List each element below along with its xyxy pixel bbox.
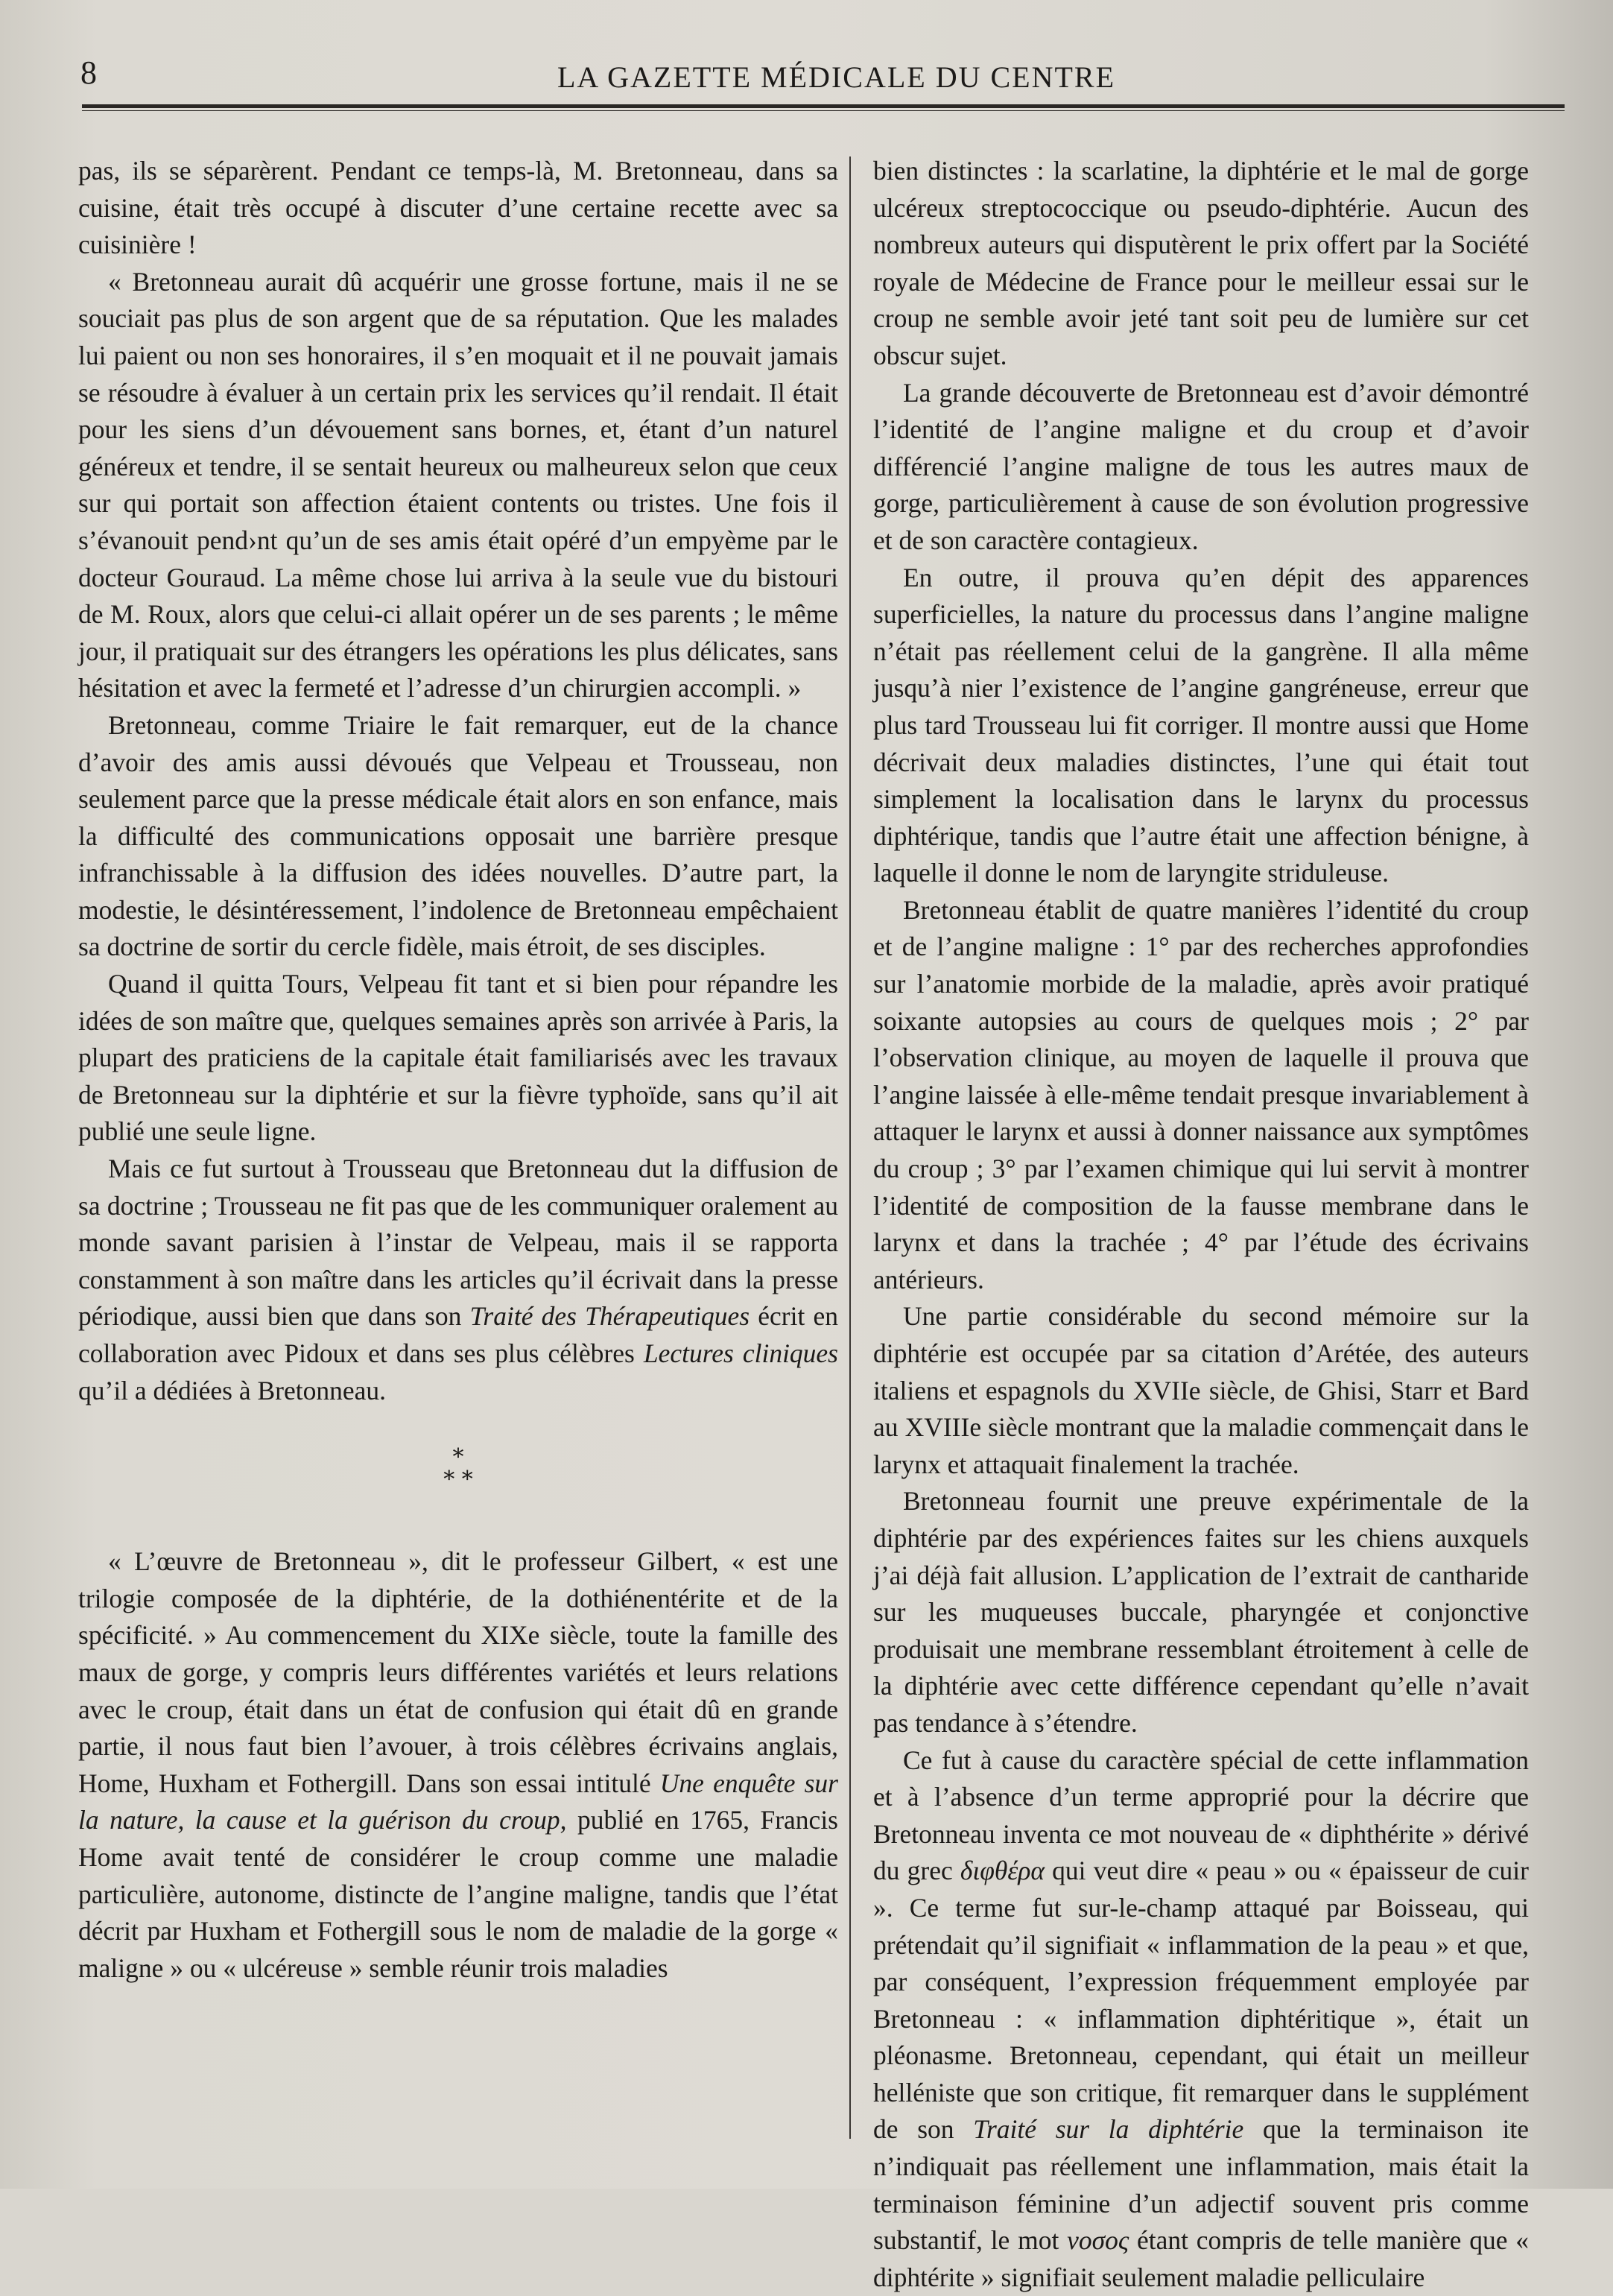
text-run: qu’il a dédiées à Bretonneau. [78, 1375, 387, 1405]
text-run: que la terminaison ite n’indiquait pas réellement une inflammation, mais était la terminaison féminine d’un adjectif souvent pris comme substantif, le mot [873, 2114, 1529, 2256]
text-run: publié en 1765, Francis Home avait tenté de considérer le croup comme une maladie particulière, autonome, distincte de l’angine maligne, tandis que l’état décrit par Huxham et Fothergill sous le nom de maladie de la gorge « maligne » ou « ulcéreuse » semble réunir trois maladies [78, 1805, 838, 1983]
italic-title: Traité sur la diphtérie [973, 2114, 1244, 2145]
paragraph: bien distinctes : la scarlatine, la diphtérie et le mal de gorge ulcéreux streptococcique ou pseudo-diphtérie. Aucun des nombreux auteurs qui disputèrent le prix offert par la Société royale de Médecine de France pour le meilleur essai sur le croup ne semble avoir jeté tant soit peu de lumière sur cet obscur sujet. [873, 156, 1529, 370]
paragraph: Une partie considérable du second mémoire sur la diphtérie est occupée par sa citation d’Arétée, des auteurs italiens et espagnols du XVIIe siècle, de Ghisi, Starr et Bard au XVIIIe siècle montrant que la maladie commençait dans le larynx et attaquait finalement la trachée. [873, 1301, 1529, 1479]
paragraph: Bretonneau établit de quatre manières l’identité du croup et de l’angine maligne : 1° par des recherches approfondies sur l’anatomie morbide de la maladie, après avoir pratiqué soixante autopsies au cours de quelques mois ; 2° par l’observation clinique, au moyen de laquelle il prouva que l’angine laissée à elle-même tendait presque invariablement à attaquer le larynx et aussi à donner naissance aux symptômes du croup ; 3° par l’examen chimique qui lui servit à montrer l’identité de composition de la fausse membrane dans le larynx et dans la trachée ; 4° par l’étude des écrivains antérieurs. [873, 894, 1529, 1294]
asterism-bottom: * * [443, 1467, 473, 1493]
text-run: « L’œuvre de Bretonneau », dit le professeur Gilbert, « est une trilogie composée de la diphtérie, de la dothiénentérite et de la spécificité. » Au commencement du XIXe siècle, toute la famille des maux de gorge, y compris leurs différentes variétés et leurs relations avec le croup, était dans un état de confusion qui était dû en grande partie, il nous faut bien l’avouer, à trois célèbres écrivains anglais, Home, Huxham et Fothergill. Dans son essai intitulé [78, 1546, 838, 1798]
running-title: LA GAZETTE MÉDICALE DU CENTRE [557, 60, 1116, 94]
greek-word: διφθέρα [960, 1856, 1045, 1886]
page-number: 8 [80, 54, 97, 91]
italic-title: Traité des Thérapeutiques [469, 1301, 750, 1332]
text-run: Mais ce fut surtout à Trousseau que Bretonneau dut la diffusion de sa doctrine ; Trousseau ne fit pas que de les communiquer oralement au monde savant parisien à l’instar de Velpeau, mais il se rapporta constamment à son maître dans les articles qu’il écrivait dans la presse périodique, aussi bien que dans son [78, 1154, 838, 1332]
left-column [78, 153, 838, 1987]
paragraph: Bretonneau, comme Triaire le fait remarquer, eut de la chance d’avoir des amis aussi dévoués que Velpeau et Trousseau, non seulement parce que la presse médicale était alors en son enfance, mais la difficulté des communications opposait une barrière presque infranchissable à la diffusion des idées nouvelles. D’autre part, la modestie, le désintéressement, l’indolence de Bretonneau empêchaient sa doctrine de sortir du cercle fidèle, mais étroit, de ses disciples. [78, 709, 838, 962]
column-divider [849, 156, 851, 2139]
text-run: étant compris de telle manière que « diphtérite » signifiait seulement maladie pelliculaire [873, 2225, 1529, 2292]
section-break-asterism [78, 1446, 838, 1491]
page-header [80, 46, 1571, 106]
right-column [873, 153, 1529, 2296]
greek-word: νοσος [1067, 2225, 1129, 2256]
header-rule-thin [82, 110, 1565, 111]
paragraph [78, 1543, 838, 1987]
paragraph: pas, ils se séparèrent. Pendant ce temps-là, M. Bretonneau, dans sa cuisine, était très occupé à discuter d’une certaine recette avec sa cuisinière ! [78, 156, 838, 260]
paragraph: Quand il quitta Tours, Velpeau fit tant et si bien pour répandre les idées de son maître que, quelques semaines après son arrivée à Paris, la plupart des praticiens de la capitale était familiarisés avec les travaux de Bretonneau sur la diphtérie et sur la fièvre typhoïde, sans qu’il ait publié une seule ligne. [78, 969, 838, 1147]
paragraph: Bretonneau fournit une preuve expérimentale de la diphtérie par des expériences faites sur les chiens auxquels j’ai déjà fait allusion. L’application de l’extrait de cantharide sur les muqueuses buccale, pharyngée et conjonctive produisait une membrane ressemblant étroitement à celle de la diphtérie avec cette différence cependant qu’elle n’avait pas tendance à s’étendre. [873, 1486, 1529, 1738]
paragraph: La grande découverte de Bretonneau est d’avoir démontré l’identité de l’angine maligne et du croup et d’avoir différencié l’angine maligne de tous les autres maux de gorge, particulièrement à cause de son évolution progressive et de son caractère contagieux. [873, 377, 1529, 555]
paragraph [78, 1151, 838, 1409]
italic-title: Une enquête sur la nature, la cause et la guérison du croup, [78, 1768, 838, 1835]
italic-title: Lectures cliniques [643, 1338, 838, 1368]
paragraph: « Bretonneau aurait dû acquérir une grosse fortune, mais il ne se souciait pas plus de son argent que de sa réputation. Que les malades lui paient ou non ses honoraires, il s’en moquait et il ne pouvait jamais se résoudre à évaluer à un certain prix les services qu’il rendait. Il était pour les siens d’un dévouement sans bornes, et, étant d’un naturel généreux et tendre, il se sentait heureux ou malheureux selon que ceux sur qui portait son affection étaient contents ou tristes. Une fois il s’évanouit pend›nt qu’un de ses amis était opéré d’un empyème par le docteur Gouraud. La même chose lui arriva à la seule vue du bistouri de M. Roux, alors que celui-ci allait opérer un de ses parents ; le même jour, il pratiquait sur des étrangers les opérations les plus délicates, sans hésitation et avec la fermeté et l’adresse d’un chirurgien accompli. » [78, 266, 838, 703]
paragraph [873, 1742, 1529, 2296]
text-run: écrit en collaboration avec Pidoux et dans ses plus célèbres [78, 1301, 839, 1368]
asterism-top: * [452, 1444, 464, 1471]
header-rule [82, 104, 1565, 108]
text-run: Ce fut à cause du caractère spécial de cette inflammation et à l’absence d’un terme approprié pour la décrire que Bretonneau inventa ce mot nouveau de « diphthérite » dérivé du grec [873, 1745, 1529, 1886]
text-run: qui veut dire « peau » ou « épaisseur de cuir ». Ce terme fut sur-le-champ attaqué par Boisseau, qui prétendait qu’il signifiait « inflammation de la peau » et que, par conséquent, l’expression fréquemment employée par Bretonneau : « inflammation diphtéritique », était un pléonasme. Bretonneau, cependant, qui était un meilleur helléniste que son critique, fit remarquer dans le supplément de son [873, 1856, 1529, 2145]
paragraph: En outre, il prouva qu’en dépit des apparences superficielles, la nature du processus dans l’angine maligne n’était pas réellement celui de la gangrène. Il alla même jusqu’à nier l’existence de l’angine gangréneuse, erreur que plus tard Trousseau lui fit corriger. Il montre aussi que Home décrivait deux maladies distinctes, l’une qui était tout simplement la localisation dans le larynx du processus diphtérique, tandis que l’autre était une affection bénigne, à laquelle il donne le nom de laryngite striduleuse. [873, 562, 1529, 888]
